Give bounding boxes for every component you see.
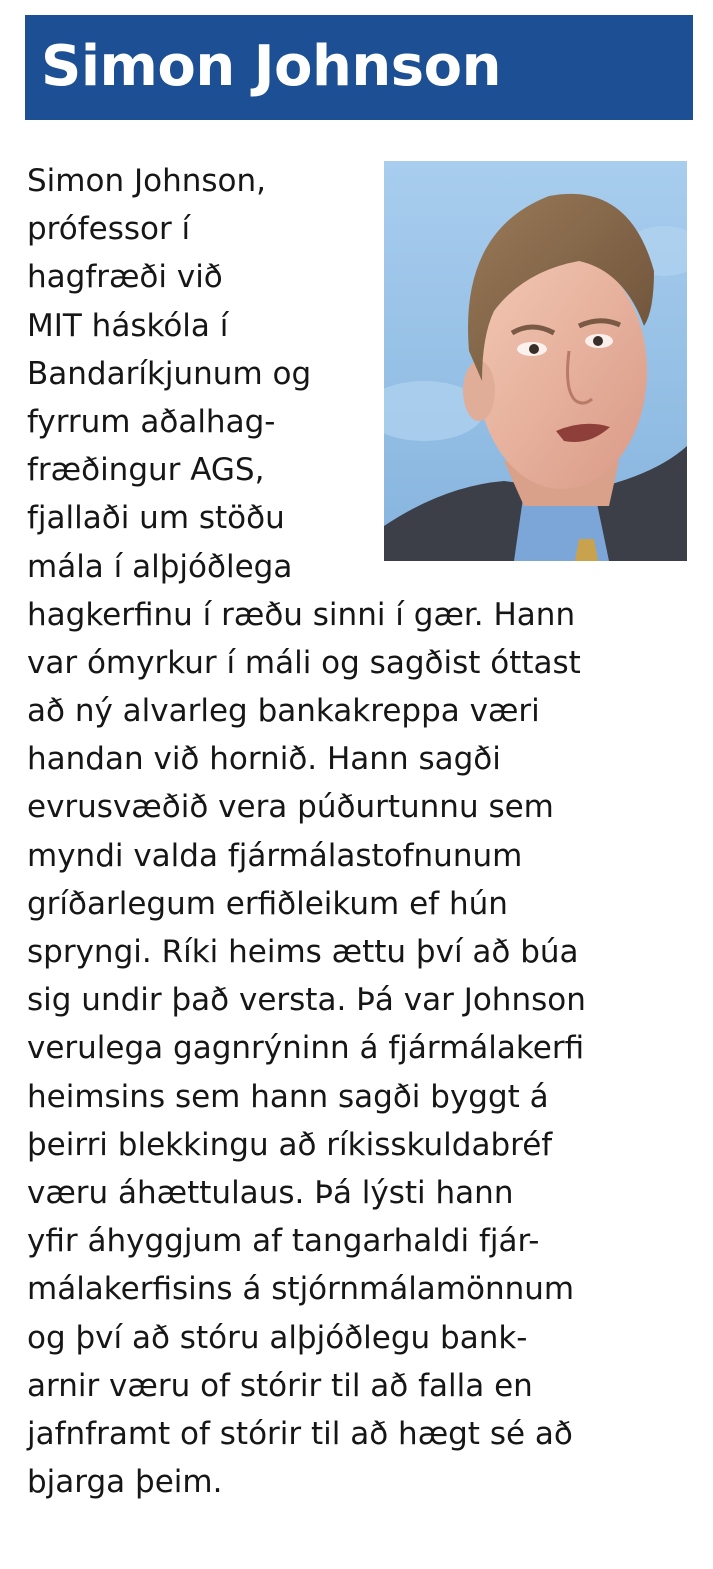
article-line: MIT háskóla í	[27, 307, 229, 344]
article-line: hagkerfinu í ræðu sinni í gær. Hann	[27, 596, 576, 633]
article-line: að ný alvarleg bankakreppa væri	[27, 693, 540, 730]
article-line: fjallaði um stöðu	[27, 500, 285, 537]
article-line: Bandaríkjunum og	[27, 355, 312, 392]
title-bar	[25, 15, 693, 120]
article-line: jafnframt of stórir til að hægt sé að	[27, 1415, 573, 1452]
article-line: yfir áhyggjum af tangarhaldi fjár-	[27, 1223, 540, 1260]
article-line: gríðarlegum erfiðleikum ef hún	[27, 885, 508, 922]
article-line: heimsins sem hann sagði byggt á	[27, 1078, 549, 1115]
article-line: hagfræði við	[27, 259, 223, 296]
article-line: fyrrum aðalhag-	[27, 403, 276, 440]
article-line: Simon Johnson,	[27, 163, 266, 199]
article-body	[27, 157, 692, 1506]
article-line: væru áhættulaus. Þá lýsti hann	[27, 1174, 514, 1211]
article-line: sig undir það versta. Þá var Johnson	[27, 982, 586, 1019]
article-line: fræðingur AGS,	[27, 452, 265, 489]
article-line: evrusvæðið vera púðurtunnu sem	[27, 789, 554, 826]
article-line: prófessor í	[27, 211, 191, 248]
article-line: myndi valda fjármálastofnunum	[27, 837, 523, 874]
article-line: málakerfisins á stjórnmálamönnum	[27, 1271, 575, 1308]
article-line: og því að stóru alþjóðlegu bank-	[27, 1319, 528, 1356]
article-line: verulega gagnrýninn á fjármálakerfi	[27, 1030, 585, 1067]
article-line: var ómyrkur í máli og sagðist óttast	[27, 644, 581, 681]
article-line: þeirri blekkingu að ríkisskuldabréf	[27, 1126, 553, 1163]
article-line: mála í alþjóðlega	[27, 548, 293, 585]
article-title: Simon Johnson	[41, 34, 501, 99]
article-line: bjarga þeim.	[27, 1464, 223, 1501]
article-line: handan við hornið. Hann sagði	[27, 741, 501, 778]
article-line: arnir væru of stórir til að falla en	[27, 1367, 533, 1404]
article-line: spryngi. Ríki heims ættu því að búa	[27, 934, 579, 970]
